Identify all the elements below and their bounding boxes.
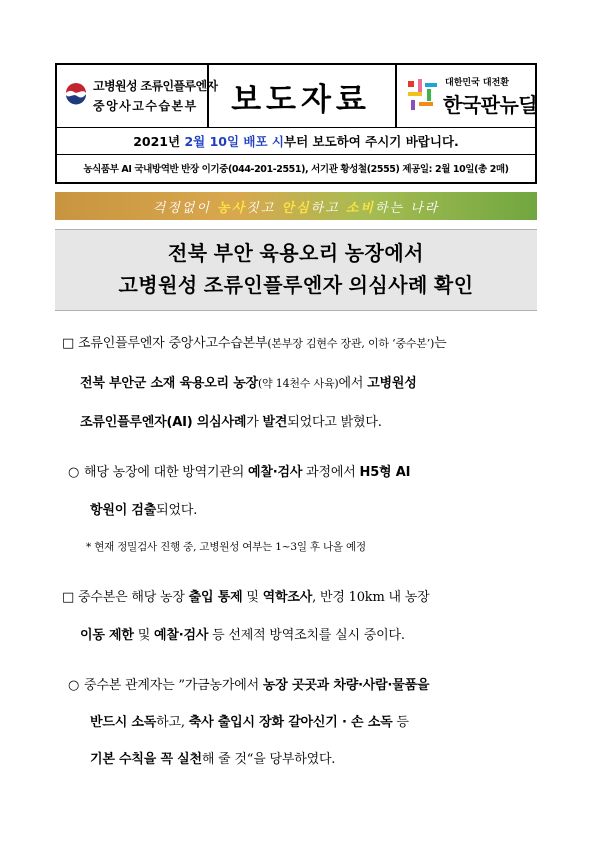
contact-info: 농식품부 AI 국내방역반 반장 이기중(044-201-2551), 서기관 황성철(2555) 제공일: 2월 10일(총 2매) — [83, 164, 509, 175]
sub-item1-line2: 항원이 검출되었다. — [90, 503, 198, 518]
brand-slogan: 대한민국 대전환 — [445, 78, 509, 88]
banner-seg1b: 농사 — [217, 200, 247, 216]
sub-item2-line2: 반드시 소독하고, 축사 출입시 장화 갈아신기 · 손 소독 등 — [90, 715, 409, 730]
doc-type-title: 보도자료 — [231, 81, 371, 118]
paragraph2-line1: □ 중수본은 해당 농장 출입 통제 및 역학조사, 반경 10km 내 농장 — [62, 590, 430, 605]
paragraph2-line2: 이동 제한 및 예찰·검사 등 선제적 방역조치를 실시 중이다. — [80, 628, 405, 643]
paragraph1-line2: 전북 부안군 소재 육용오리 농장(약 14천수 사육)에서 고병원성 — [80, 376, 417, 391]
government-emblem-icon — [63, 81, 89, 107]
headline-box — [55, 229, 537, 311]
brand-cell — [395, 65, 539, 127]
release-day: 10일 — [209, 133, 240, 149]
square-bullet: □ — [62, 336, 75, 351]
release-date-row — [57, 127, 535, 155]
banner-seg3: 하고 — [310, 200, 340, 216]
agency-name-line2: 중앙사고수습본부 — [93, 99, 198, 113]
banner-seg2: 짓고 — [246, 200, 276, 216]
slogan-banner — [55, 192, 537, 220]
release-action: 배포 시 — [243, 133, 284, 149]
agency-name-line1: 고병원성 조류인플루엔자 — [93, 79, 218, 93]
footnote: * 현재 정밀검사 진행 중, 고병원성 여부는 1~3일 후 나올 예정 — [86, 541, 366, 553]
sub-item2-line3: 기본 수칙을 꼭 실천해 줄 것“을 당부하였다. — [90, 752, 336, 767]
circle-bullet: ○ — [68, 465, 80, 480]
sub-item2-line1: ○ 중수본 관계자는 ”가금농가에서 농장 곳곳과 차량·사람·물품을 — [68, 678, 430, 693]
release-month: 2월 — [184, 133, 206, 149]
korean-new-deal-logo-icon — [405, 77, 441, 113]
header-top-row — [57, 65, 538, 128]
release-rest: 부터 보도하여 주시기 바랍니다. — [284, 133, 459, 149]
brand-name: 한국판뉴딜 — [443, 93, 538, 117]
sub-item1-line1: ○ 해당 농장에 대한 방역기관의 예찰·검사 과정에서 H5형 AI — [68, 465, 411, 480]
banner-seg3b: 소비 — [345, 200, 375, 216]
headline-line2: 고병원성 조류인플루엔자 의심사례 확인 — [118, 275, 474, 297]
banner-seg4: 하는 나라 — [374, 200, 440, 216]
circle-bullet: ○ — [68, 678, 80, 693]
agency-cell — [57, 65, 218, 127]
paragraph1-line1: □ 조류인플루엔자 중앙사고수습본부(본부장 김현수 장관, 이하 ‘중수본’)는 — [62, 336, 447, 351]
paragraph1-line3: 조류인플루엔자(AI) 의심사례가 발견되었다고 밝혔다. — [80, 415, 382, 430]
headline-line1: 전북 부안 육용오리 농장에서 — [167, 243, 424, 265]
banner-seg1: 걱정없이 — [152, 200, 211, 216]
banner-seg2b: 안심 — [281, 200, 311, 216]
press-release-header — [55, 63, 537, 184]
release-year: 2021년 — [133, 133, 181, 149]
square-bullet: □ — [62, 590, 75, 605]
